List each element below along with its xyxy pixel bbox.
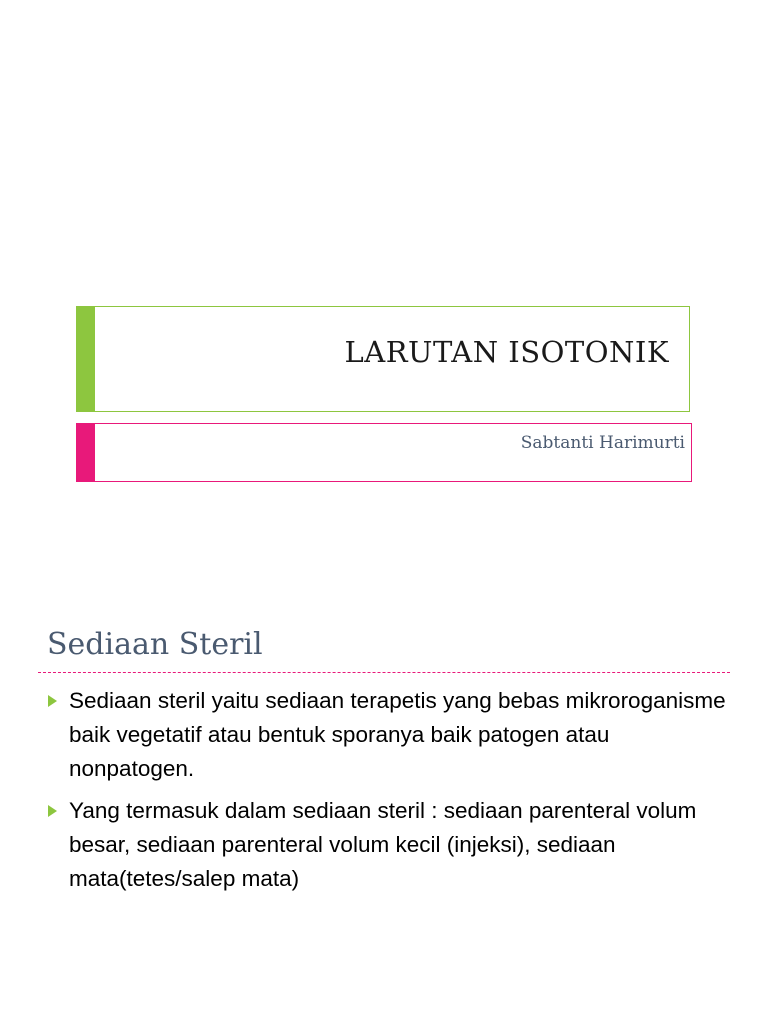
bullet-item — [46, 794, 736, 896]
bullet-item — [46, 684, 736, 786]
bullet-text: Sediaan steril yaitu sediaan terapetis yang bebas mikroroganisme baik vegetatif atau bentuk sporanya baik patogen atau nonpatogen. — [69, 688, 726, 781]
title-accent-bar — [77, 307, 95, 411]
subtitle-accent-bar — [77, 424, 95, 481]
triangle-bullet-icon — [48, 805, 57, 817]
slide-subtitle: Sabtanti Harimurti — [520, 433, 685, 453]
section-heading: Sediaan Steril — [47, 627, 263, 662]
subtitle-box — [76, 423, 692, 482]
slide-title: LARUTAN ISOTONIK — [344, 335, 669, 369]
bullet-list — [46, 684, 736, 904]
triangle-bullet-icon — [48, 695, 57, 707]
heading-divider — [38, 672, 730, 673]
bullet-text: Yang termasuk dalam sediaan steril : sediaan parenteral volum besar, sediaan parenteral volum kecil (injeksi), sediaan mata(tetes/salep mata) — [69, 798, 697, 891]
title-box — [76, 306, 690, 412]
